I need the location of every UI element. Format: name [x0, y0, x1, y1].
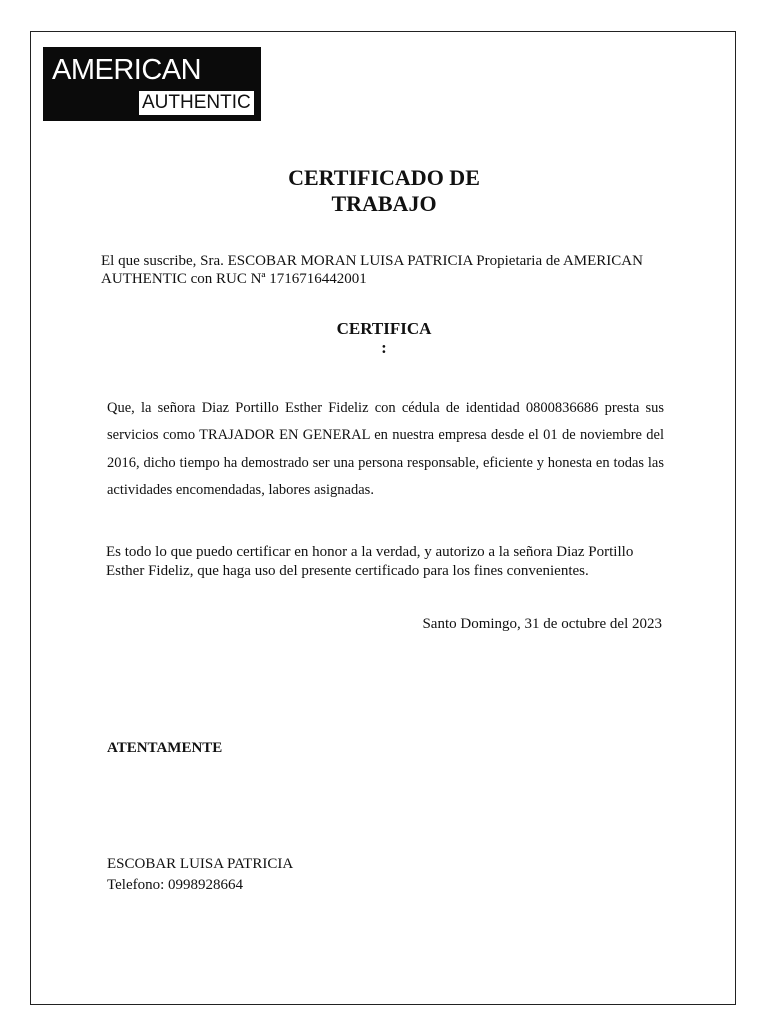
certifica-word: CERTIFICA — [336, 319, 432, 338]
document-title — [234, 165, 534, 217]
place-and-date: Santo Domingo, 31 de octubre del 2023 — [422, 616, 662, 632]
intro-line-2: AUTHENTIC con RUC Nª 1716716442001 — [101, 271, 367, 287]
intro-line-1: El que suscribe, Sra. ESCOBAR MORAN LUISA PATRICIA Propietaria de AMERICAN — [101, 253, 643, 269]
title-line-2: TRABAJO — [331, 191, 437, 216]
company-logo — [43, 47, 261, 121]
logo-text-american: AMERICAN — [52, 54, 202, 86]
certifica-heading — [284, 319, 484, 357]
signer-phone: Telefono: 0998928664 — [107, 877, 244, 893]
signature-block — [107, 854, 293, 896]
closing-line-2: Esther Fideliz, que haga uso del presente certificado para los fines convenientes. — [106, 563, 589, 579]
title-line-1: CERTIFICADO DE — [288, 165, 480, 190]
closing-paragraph — [106, 543, 676, 581]
certifica-colon: : — [381, 338, 387, 357]
logo-text-authentic: AUTHENTIC — [139, 91, 254, 115]
certification-body: Que, la señora Diaz Portillo Esther Fideliz con cédula de identidad 0800836686 presta sus servicios como TRAJADOR EN GENERAL en nuestra empresa desde el 01 de noviembre del 2016, dicho tiempo ha demostrado ser una persona responsable, eficiente y honesta en todas las actividades encomendadas, labores asignadas. — [107, 400, 664, 498]
atentamente-label: ATENTAMENTE — [107, 740, 223, 756]
signer-name: ESCOBAR LUISA PATRICIA — [107, 856, 294, 872]
intro-paragraph — [101, 252, 681, 288]
closing-line-1: Es todo lo que puedo certificar en honor a la verdad, y autorizo a la señora Diaz Portillo — [106, 544, 634, 560]
